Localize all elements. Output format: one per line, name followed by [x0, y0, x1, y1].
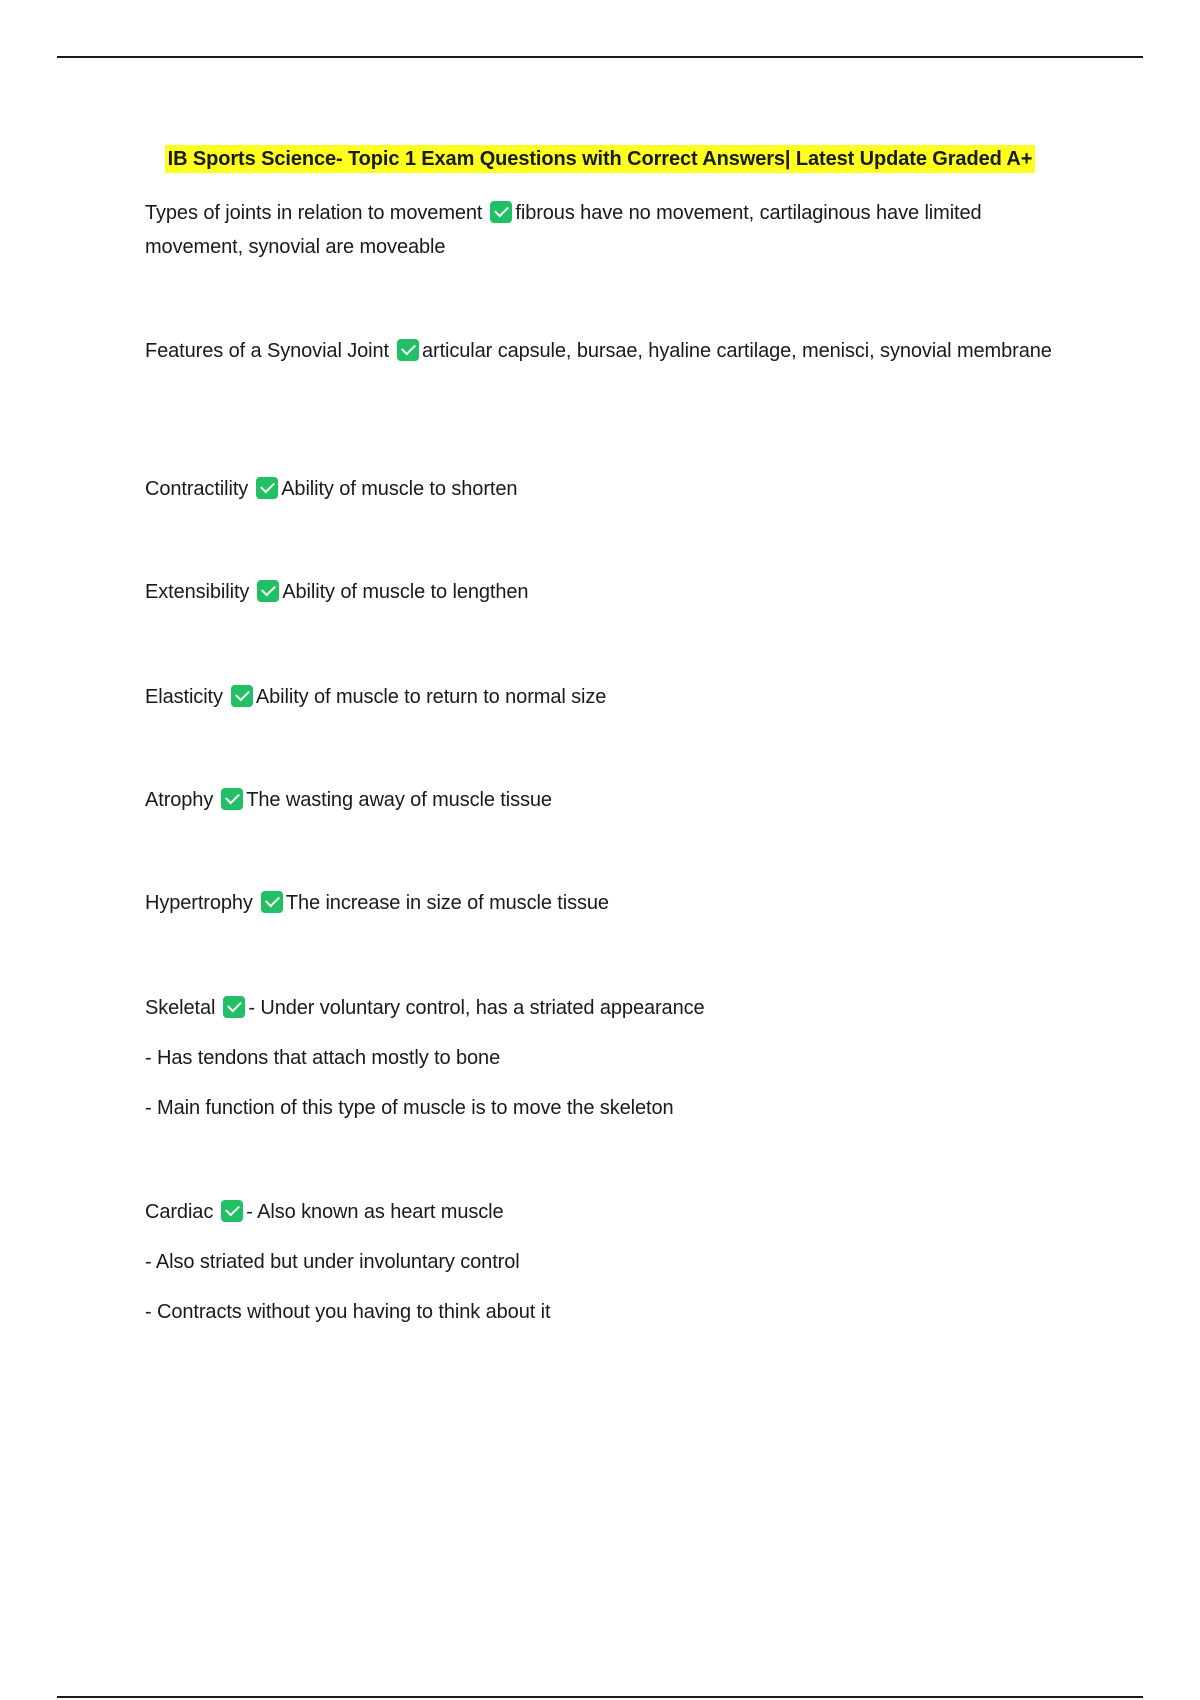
- title-container: [0, 145, 1200, 173]
- qa-term: Atrophy: [145, 789, 214, 811]
- qa-term: Elasticity: [145, 686, 223, 708]
- check-mark-icon: [256, 477, 278, 499]
- qa-item-cardiac: [145, 1195, 1065, 1329]
- qa-answer: Ability of muscle to lengthen: [282, 581, 529, 603]
- check-mark-icon: [490, 201, 512, 223]
- qa-answer: The increase in size of muscle tissue: [285, 892, 609, 914]
- qa-item-synovial-joint: [145, 334, 1065, 368]
- check-mark-icon: [221, 1200, 243, 1222]
- qa-item-extensibility: [145, 575, 1065, 609]
- qa-answer: The wasting away of muscle tissue: [246, 789, 552, 811]
- qa-term: Features of a Synovial Joint: [145, 340, 389, 362]
- check-mark-icon: [231, 685, 253, 707]
- qa-item-atrophy: [145, 783, 1065, 817]
- qa-item-skeletal: [145, 991, 1065, 1125]
- qa-answer: Ability of muscle to shorten: [281, 478, 518, 500]
- check-mark-icon: [261, 891, 283, 913]
- qa-item-joint-types: [145, 196, 1065, 264]
- qa-term: Skeletal: [145, 997, 216, 1019]
- header-rule: [57, 56, 1143, 58]
- qa-answer: - Also known as heart muscle: [246, 1201, 504, 1223]
- qa-answer-extra: - Contracts without you having to think about it: [145, 1301, 551, 1323]
- qa-answer: - Under voluntary control, has a striated appearance: [248, 997, 705, 1019]
- qa-item-contractility: [145, 472, 1065, 506]
- check-mark-icon: [223, 996, 245, 1018]
- qa-term: Cardiac: [145, 1201, 214, 1223]
- document-title: IB Sports Science- Topic 1 Exam Questions with Correct Answers| Latest Update Graded A+: [165, 145, 1036, 173]
- qa-term: Hypertrophy: [145, 892, 253, 914]
- qa-item-hypertrophy: [145, 886, 1065, 920]
- qa-term: Contractility: [145, 478, 249, 500]
- qa-answer-extra: - Main function of this type of muscle is to move the skeleton: [145, 1097, 674, 1119]
- footer-rule: [57, 1696, 1143, 1698]
- qa-answer-extra: - Also striated but under involuntary control: [145, 1251, 520, 1273]
- check-mark-icon: [397, 339, 419, 361]
- qa-answer: articular capsule, bursae, hyaline cartilage, menisci, synovial membrane: [422, 340, 1052, 362]
- check-mark-icon: [257, 580, 279, 602]
- qa-item-elasticity: [145, 680, 1065, 714]
- qa-term: Types of joints in relation to movement: [145, 202, 483, 224]
- qa-answer: Ability of muscle to return to normal size: [255, 686, 607, 708]
- qa-term: Extensibility: [145, 581, 250, 603]
- qa-answer-extra: - Has tendons that attach mostly to bone: [145, 1047, 501, 1069]
- qa-answer: fibrous have no movement, cartilaginous have limited movement, synovial are moveable: [145, 202, 982, 258]
- check-mark-icon: [221, 788, 243, 810]
